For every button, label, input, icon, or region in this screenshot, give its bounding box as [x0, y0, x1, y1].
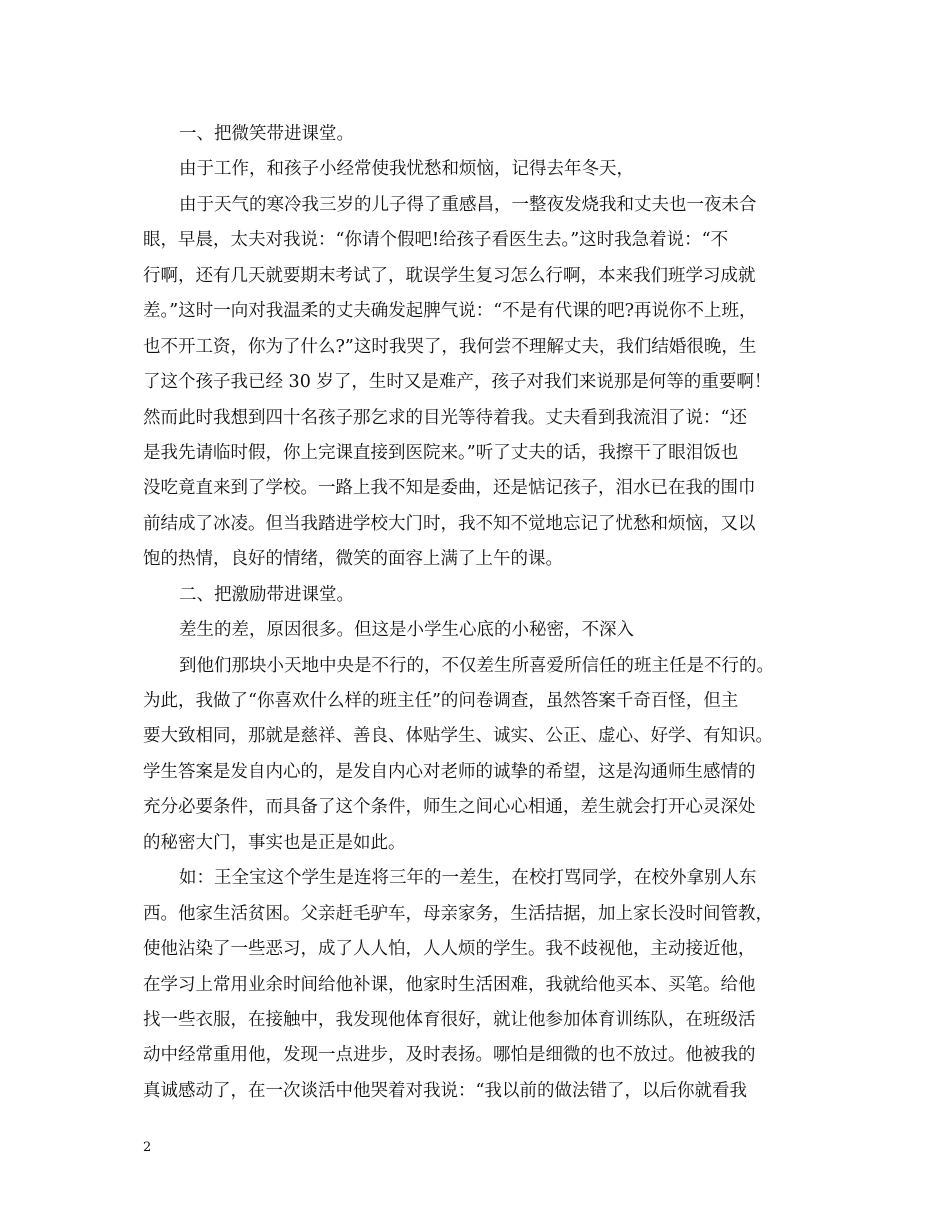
text-line: 差。”这时一向对我温柔的丈夫确发起脾气说：“不是有代课的吧?再说你不上班，: [143, 301, 757, 322]
text-line: 然而此时我想到四十名孩子那乞求的目光等待着我。丈夫看到我流泪了说：“还: [143, 407, 747, 428]
text-line: 由于天气的寒冷我三岁的儿子得了重感昌，一整夜发烧我和丈夫也一夜未合: [179, 194, 757, 215]
text-line: 饱的热情，良好的情绪，微笑的面容上满了上午的课。: [143, 549, 563, 570]
text-line: 一、把微笑带进课堂。: [179, 124, 354, 144]
text-line: 为此，我做了“你喜欢什么样的班主任”的问卷调查，虽然答案千奇百怪，但主: [143, 691, 739, 711]
text-line: 是我先请临时假，你上完课直接到医院来。”听了丈夫的话，我擦干了眼泪饭也: [143, 442, 739, 463]
text-line: 也不开工资，你为了什么?”这时我哭了，我何尝不理解丈夫，我们结婚很晚，生: [143, 336, 757, 357]
text-line: 二、把激励带进课堂。: [179, 584, 354, 605]
text-line: 西。他家生活贫困。父亲赶毛驴车，母亲家务，生活拮据，加上家长没时间管教，: [143, 903, 773, 924]
text-line: 没吃竟直来到了学校。一路上我不知是委曲，还是惦记孩子，泪水已在我的围巾: [143, 478, 756, 499]
text-line: 行啊，还有几天就要期末考试了，耽误学生复习怎么行啊，本来我们班学习成就: [143, 265, 756, 286]
text-line: 学生答案是发自内心的，是发自内心对老师的诚挚的希望，这是沟通师生感情的: [143, 761, 756, 782]
text-line: 眼，早晨，太夫对我说：“你请个假吧!给孩子看医生去。”这时我急着说：“不: [143, 230, 729, 251]
text-line: 使他沾染了一些恶习，成了人人怕，人人烦的学生。我不歧视他，主动接近他，: [143, 939, 756, 960]
text-line: 找一些衣服，在接触中，我发现他体育很好，就让他参加体育训练队，在班级活: [143, 1009, 756, 1030]
text-line: 前结成了冰凌。但当我踏进学校大门时，我不知不觉地忘记了忧愁和烦恼，又以: [143, 513, 756, 534]
document-body: [143, 117, 813, 1109]
text-line: 要大致相同，那就是慈祥、善良、体贴学生、诚实、公正、虚心、好学、有知识。: [143, 726, 773, 747]
text-line: 动中经常重用他，发现一点进步，及时表扬。哪怕是细微的也不放过。他被我的: [143, 1045, 756, 1066]
page-number: 2: [143, 1140, 152, 1155]
text-line: 在学习上常用业余时间给他补课，他家时生活困难，我就给他买本、买笔。给他: [143, 974, 756, 995]
text-line: 真诚感动了，在一次谈活中他哭着对我说：“我以前的做法错了，以后你就看我: [143, 1080, 747, 1101]
text-line: 了这个孩子我已经 30 岁了，生时又是难产，孩子对我们来说那是何等的重要啊！: [143, 372, 772, 393]
text-line: 的秘密大门，事实也是正是如此。: [143, 832, 406, 853]
text-line: 差生的差，原因很多。但这是小学生心底的小秘密，不深入: [179, 620, 634, 641]
text-line: 充分必要条件，而具备了这个条件，师生之间心心相通，差生就会打开心灵深处: [143, 797, 756, 818]
text-line: 如：王全宝这个学生是连将三年的一差生，在校打骂同学，在校外拿别人东: [179, 868, 757, 889]
text-line: 由于工作，和孩子小经常使我忧愁和烦恼，记得去年冬天，: [179, 159, 634, 180]
text-line: 到他们那块小天地中央是不行的，不仅差生所喜爱所信任的班主任是不行的。: [179, 655, 774, 676]
